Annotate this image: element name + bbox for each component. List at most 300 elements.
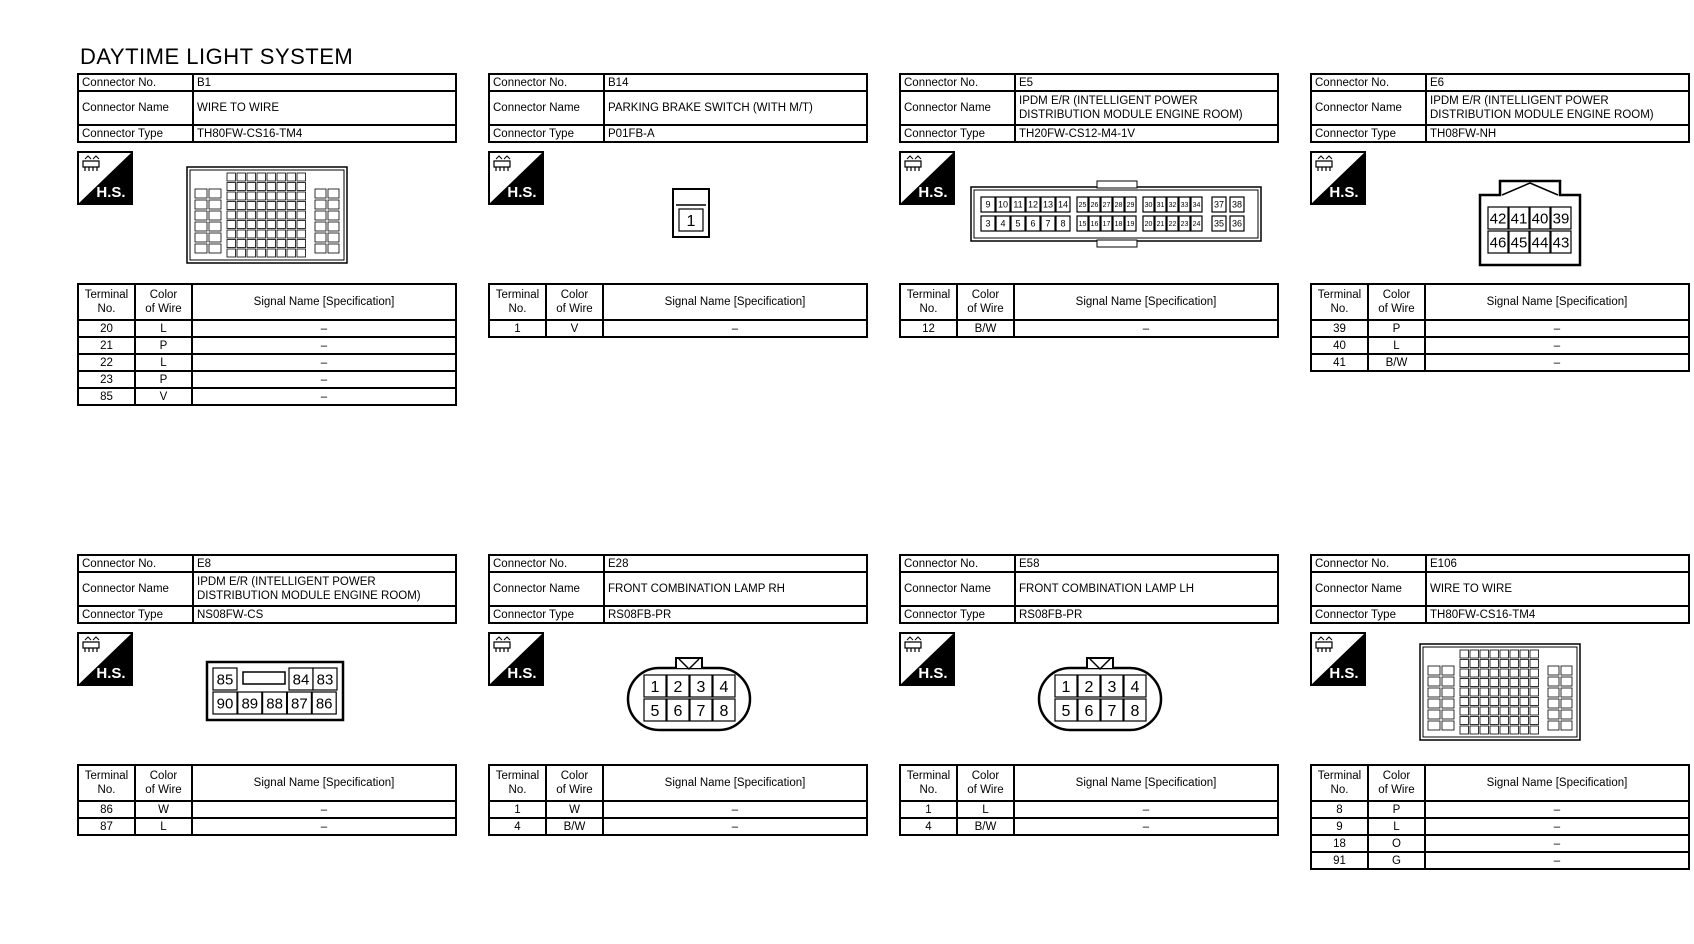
color-of-wire-cell: L (957, 801, 1014, 818)
color-of-wire-cell: L (1368, 337, 1425, 354)
connector-face-diagram (558, 147, 858, 277)
terminal-no-cell: 12 (900, 320, 957, 337)
harness-side-badge (899, 151, 955, 205)
terminal-no-cell: 40 (1311, 337, 1368, 354)
color-of-wire-header: Color of Wire (1368, 765, 1425, 801)
hs-label: H.S. (96, 184, 126, 201)
connector-type-value: RS08FB-PR (604, 606, 867, 623)
svg-text:89: 89 (241, 695, 259, 713)
connector-no-label: Connector No. (900, 555, 1015, 572)
harness-side-icon (1310, 151, 1366, 205)
color-of-wire-cell: L (135, 320, 192, 337)
connector-name-row (78, 91, 456, 125)
terminal-table (77, 283, 457, 406)
signal-name-header: Signal Name [Specification] (192, 284, 456, 320)
pin-83 (313, 668, 337, 690)
connector-panel-b1 (77, 73, 457, 406)
table-row (1311, 337, 1689, 354)
pin-14 (1056, 197, 1070, 212)
signal-name-cell: – (1425, 320, 1689, 337)
signal-name-header: Signal Name [Specification] (1425, 284, 1689, 320)
connector-no-value: B1 (193, 74, 456, 91)
svg-text:20: 20 (1144, 221, 1153, 229)
pin-6 (1078, 699, 1100, 721)
connector-name-label: Connector Name (489, 572, 604, 606)
svg-text:7: 7 (696, 702, 706, 720)
terminal-no-cell: 41 (1311, 354, 1368, 371)
connector-type-row (900, 606, 1278, 623)
connector-no-label: Connector No. (900, 74, 1015, 91)
pin-28 (1113, 197, 1124, 212)
svg-text:15: 15 (1078, 221, 1087, 229)
connector-name-label: Connector Name (78, 91, 193, 125)
connector-type-row (78, 606, 456, 623)
connector-type-value: P01FB-A (604, 125, 867, 142)
connector-no-value: E6 (1426, 74, 1689, 91)
pin-19 (1125, 216, 1136, 231)
svg-text:84: 84 (292, 671, 310, 689)
pin-90 (213, 692, 237, 714)
connector-no-label: Connector No. (1311, 555, 1426, 572)
connector-name-row (78, 572, 456, 606)
terminal-no-cell: 4 (489, 818, 546, 835)
color-of-wire-cell: B/W (546, 818, 603, 835)
table-row (78, 371, 456, 388)
svg-text:34: 34 (1192, 202, 1201, 210)
svg-text:16: 16 (1090, 221, 1099, 229)
pin-22 (1167, 216, 1178, 231)
pin-89 (238, 692, 262, 714)
svg-text:85: 85 (216, 671, 234, 689)
pin-41 (1509, 207, 1529, 229)
terminal-no-header: Terminal No. (489, 284, 546, 320)
connector-name-value: IPDM E/R (INTELLIGENT POWER DISTRIBUTION MODULE ENGINE ROOM) (1015, 91, 1278, 125)
connector-no-row (1311, 74, 1689, 91)
pin-5 (1011, 216, 1025, 231)
svg-text:8: 8 (1060, 218, 1066, 229)
connector-name-row (900, 572, 1278, 606)
connector-name-label: Connector Name (78, 572, 193, 606)
connector-no-label: Connector No. (1311, 74, 1426, 91)
harness-side-icon (899, 632, 955, 686)
svg-text:29: 29 (1126, 202, 1135, 210)
pin-45 (1509, 231, 1529, 253)
pin-1 (1055, 675, 1077, 697)
svg-text:5: 5 (1015, 218, 1021, 229)
terminal-no-header: Terminal No. (900, 765, 957, 801)
terminal-no-cell: 8 (1311, 801, 1368, 818)
pin-2 (667, 675, 689, 697)
connector-info-table (899, 73, 1279, 143)
color-of-wire-cell: G (1368, 852, 1425, 869)
connector-name-label: Connector Name (900, 572, 1015, 606)
connector-info-table (77, 73, 457, 143)
harness-side-icon (1310, 632, 1366, 686)
connector-no-value: E28 (604, 555, 867, 572)
connector-panel-e8 (77, 554, 457, 836)
connector-graphic (1310, 143, 1690, 283)
connector-type-row (900, 125, 1278, 142)
connector-type-label: Connector Type (1311, 125, 1426, 142)
svg-text:2: 2 (1084, 678, 1094, 696)
signal-name-cell: – (192, 801, 456, 818)
svg-text:4: 4 (1130, 678, 1140, 696)
pin-16 (1089, 216, 1100, 231)
signal-name-header: Signal Name [Specification] (1425, 765, 1689, 801)
pin-86 (312, 692, 336, 714)
svg-text:44: 44 (1531, 234, 1549, 252)
connector-no-value: E106 (1426, 555, 1689, 572)
table-row (78, 337, 456, 354)
table-row (900, 320, 1278, 337)
color-of-wire-cell: L (135, 818, 192, 835)
svg-text:21: 21 (1156, 221, 1165, 229)
color-of-wire-cell: W (135, 801, 192, 818)
connector-no-row (900, 555, 1278, 572)
connector-type-value: NS08FW-CS (193, 606, 456, 623)
terminal-no-cell: 21 (78, 337, 135, 354)
terminal-table-header (489, 765, 867, 801)
svg-text:86: 86 (315, 695, 333, 713)
svg-text:18: 18 (1114, 221, 1123, 229)
svg-text:5: 5 (650, 702, 660, 720)
pin-88 (263, 692, 287, 714)
color-of-wire-cell: P (1368, 801, 1425, 818)
terminal-table-header (489, 284, 867, 320)
svg-text:1: 1 (686, 212, 696, 230)
svg-text:28: 28 (1114, 202, 1123, 210)
connector-type-value: TH20FW-CS12-M4-1V (1015, 125, 1278, 142)
svg-text:90: 90 (216, 695, 234, 713)
connector-type-label: Connector Type (489, 125, 604, 142)
terminal-no-cell: 9 (1311, 818, 1368, 835)
svg-text:7: 7 (1045, 218, 1051, 229)
terminal-table (899, 283, 1279, 338)
signal-name-header: Signal Name [Specification] (192, 765, 456, 801)
connector-no-label: Connector No. (489, 74, 604, 91)
terminal-no-cell: 91 (1311, 852, 1368, 869)
signal-name-header: Signal Name [Specification] (1014, 765, 1278, 801)
hs-label: H.S. (96, 665, 126, 682)
connector-name-value: FRONT COMBINATION LAMP RH (604, 572, 867, 606)
color-of-wire-cell: B/W (957, 818, 1014, 835)
svg-text:7: 7 (1107, 702, 1117, 720)
signal-name-header: Signal Name [Specification] (603, 284, 867, 320)
pin-4 (713, 675, 735, 697)
terminal-no-cell: 1 (489, 320, 546, 337)
table-row (1311, 801, 1689, 818)
table-row (78, 388, 456, 405)
harness-side-icon (77, 151, 133, 205)
pin-26 (1089, 197, 1100, 212)
harness-side-badge (1310, 151, 1366, 205)
pin-2 (1078, 675, 1100, 697)
signal-name-cell: – (192, 371, 456, 388)
svg-text:83: 83 (316, 671, 334, 689)
connector-panel-e106 (1310, 554, 1690, 870)
terminal-no-cell: 39 (1311, 320, 1368, 337)
connector-panel-e6 (1310, 73, 1690, 372)
connector-info-table (77, 554, 457, 624)
signal-name-cell: – (192, 337, 456, 354)
connector-face-diagram (147, 628, 447, 758)
pin-27 (1101, 197, 1112, 212)
connector-type-label: Connector Type (900, 125, 1015, 142)
harness-side-badge (488, 151, 544, 205)
svg-text:36: 36 (1231, 218, 1243, 229)
svg-text:12: 12 (1027, 199, 1039, 210)
table-row (1311, 354, 1689, 371)
color-of-wire-header: Color of Wire (957, 284, 1014, 320)
signal-name-cell: – (603, 320, 867, 337)
color-of-wire-header: Color of Wire (546, 284, 603, 320)
pin-36 (1230, 216, 1244, 231)
svg-text:41: 41 (1510, 210, 1528, 228)
svg-text:10: 10 (997, 199, 1009, 210)
pin-35 (1212, 216, 1226, 231)
harness-side-icon (488, 151, 544, 205)
connector-type-label: Connector Type (78, 125, 193, 142)
connector-type-row (1311, 125, 1689, 142)
pin-24 (1191, 216, 1202, 231)
harness-side-badge (1310, 632, 1366, 686)
connector-graphic (77, 143, 457, 283)
pin-87 (287, 692, 311, 714)
svg-text:3: 3 (985, 218, 991, 229)
color-of-wire-cell: P (135, 371, 192, 388)
pin-29 (1125, 197, 1136, 212)
terminal-no-cell: 1 (489, 801, 546, 818)
connector-name-row (489, 91, 867, 125)
color-of-wire-header: Color of Wire (1368, 284, 1425, 320)
harness-side-icon (488, 632, 544, 686)
connector-panel-e5 (899, 73, 1279, 338)
svg-text:6: 6 (1030, 218, 1036, 229)
connector-no-row (78, 74, 456, 91)
connector-no-value: E8 (193, 555, 456, 572)
svg-text:37: 37 (1213, 199, 1225, 210)
connector-info-table (1310, 73, 1690, 143)
color-of-wire-cell: B/W (957, 320, 1014, 337)
connector-no-row (489, 74, 867, 91)
hs-label: H.S. (507, 665, 537, 682)
connector-name-value: IPDM E/R (INTELLIGENT POWER DISTRIBUTION MODULE ENGINE ROOM) (193, 572, 456, 606)
pin-30 (1143, 197, 1154, 212)
terminal-table-header (78, 284, 456, 320)
pin-34 (1191, 197, 1202, 212)
signal-name-cell: – (1425, 852, 1689, 869)
pin-42 (1488, 207, 1508, 229)
terminal-table (1310, 283, 1690, 372)
connector-name-value: WIRE TO WIRE (1426, 572, 1689, 606)
signal-name-cell: – (192, 320, 456, 337)
table-row (900, 801, 1278, 818)
signal-name-cell: – (1014, 320, 1278, 337)
pin-43 (1551, 231, 1571, 253)
terminal-no-header: Terminal No. (78, 765, 135, 801)
connector-name-value: FRONT COMBINATION LAMP LH (1015, 572, 1278, 606)
harness-side-badge (488, 632, 544, 686)
terminal-table-header (900, 765, 1278, 801)
signal-name-cell: – (1425, 337, 1689, 354)
pin-1 (644, 675, 666, 697)
connector-face-diagram (558, 628, 858, 758)
svg-text:24: 24 (1192, 221, 1201, 229)
connector-face-diagram (1380, 147, 1680, 277)
terminal-table (488, 764, 868, 836)
pin-7 (690, 699, 712, 721)
connector-no-row (1311, 555, 1689, 572)
pin-33 (1179, 197, 1190, 212)
pin-25 (1077, 197, 1088, 212)
svg-text:31: 31 (1156, 202, 1165, 210)
terminal-no-header: Terminal No. (78, 284, 135, 320)
pin-20 (1143, 216, 1154, 231)
terminal-no-header: Terminal No. (1311, 765, 1368, 801)
connector-info-table (488, 73, 868, 143)
svg-text:6: 6 (673, 702, 683, 720)
svg-text:45: 45 (1510, 234, 1528, 252)
connector-type-label: Connector Type (489, 606, 604, 623)
terminal-no-cell: 87 (78, 818, 135, 835)
pin-5 (1055, 699, 1077, 721)
pin-15 (1077, 216, 1088, 231)
signal-name-cell: – (1425, 818, 1689, 835)
connector-type-row (489, 606, 867, 623)
signal-name-cell: – (603, 818, 867, 835)
color-of-wire-header: Color of Wire (546, 765, 603, 801)
svg-text:35: 35 (1213, 218, 1225, 229)
color-of-wire-cell: B/W (1368, 354, 1425, 371)
svg-text:3: 3 (1107, 678, 1117, 696)
signal-name-cell: – (1014, 801, 1278, 818)
pin-17 (1101, 216, 1112, 231)
pin-3 (981, 216, 995, 231)
terminal-no-cell: 1 (900, 801, 957, 818)
pin-84 (289, 668, 313, 690)
connector-panel-b14 (488, 73, 868, 338)
svg-text:14: 14 (1057, 199, 1069, 210)
color-of-wire-header: Color of Wire (957, 765, 1014, 801)
svg-text:1: 1 (650, 678, 660, 696)
table-row (1311, 835, 1689, 852)
connector-face-diagram (1380, 628, 1680, 758)
connector-name-row (1311, 572, 1689, 606)
connector-no-row (78, 555, 456, 572)
terminal-no-cell: 22 (78, 354, 135, 371)
table-row (489, 801, 867, 818)
terminal-table-header (1311, 765, 1689, 801)
signal-name-header: Signal Name [Specification] (1014, 284, 1278, 320)
connector-type-label: Connector Type (1311, 606, 1426, 623)
color-of-wire-cell: V (546, 320, 603, 337)
hs-label: H.S. (918, 184, 948, 201)
svg-text:4: 4 (1000, 218, 1006, 229)
harness-side-icon (77, 632, 133, 686)
svg-text:22: 22 (1168, 221, 1177, 229)
svg-text:2: 2 (673, 678, 683, 696)
pin-21 (1155, 216, 1166, 231)
svg-text:17: 17 (1102, 221, 1111, 229)
signal-name-cell: – (1425, 835, 1689, 852)
svg-text:43: 43 (1552, 234, 1570, 252)
signal-name-cell: – (192, 388, 456, 405)
connector-no-row (489, 555, 867, 572)
signal-name-cell: – (1425, 354, 1689, 371)
table-row (1311, 852, 1689, 869)
pin-7 (1101, 699, 1123, 721)
connector-info-table (899, 554, 1279, 624)
pin-11 (1011, 197, 1025, 212)
signal-name-cell: – (1014, 818, 1278, 835)
svg-text:42: 42 (1489, 210, 1507, 228)
table-row (1311, 818, 1689, 835)
connector-name-label: Connector Name (1311, 572, 1426, 606)
harness-side-badge (899, 632, 955, 686)
table-row (1311, 320, 1689, 337)
connector-name-label: Connector Name (900, 91, 1015, 125)
harness-side-badge (77, 632, 133, 686)
svg-text:27: 27 (1102, 202, 1111, 210)
table-row (78, 354, 456, 371)
color-of-wire-header: Color of Wire (135, 284, 192, 320)
pin-1 (679, 209, 703, 231)
svg-text:8: 8 (719, 702, 729, 720)
terminal-no-cell: 4 (900, 818, 957, 835)
color-of-wire-cell: P (135, 337, 192, 354)
terminal-table-header (1311, 284, 1689, 320)
terminal-no-cell: 85 (78, 388, 135, 405)
svg-text:11: 11 (1013, 199, 1023, 210)
pin-39 (1551, 207, 1571, 229)
svg-text:32: 32 (1168, 202, 1177, 210)
pin-8 (1056, 216, 1070, 231)
terminal-no-cell: 20 (78, 320, 135, 337)
signal-name-cell: – (192, 818, 456, 835)
svg-text:19: 19 (1126, 221, 1135, 229)
color-of-wire-header: Color of Wire (135, 765, 192, 801)
hs-label: H.S. (918, 665, 948, 682)
terminal-no-header: Terminal No. (900, 284, 957, 320)
terminal-table-header (78, 765, 456, 801)
pin-3 (1101, 675, 1123, 697)
color-of-wire-cell: V (135, 388, 192, 405)
harness-side-icon (899, 151, 955, 205)
connector-face-diagram (147, 147, 447, 277)
pin-31 (1155, 197, 1166, 212)
connector-graphic (488, 143, 868, 283)
connector-panel-e28 (488, 554, 868, 836)
color-of-wire-cell: L (1368, 818, 1425, 835)
hs-label: H.S. (1329, 184, 1359, 201)
connector-name-value: PARKING BRAKE SWITCH (WITH M/T) (604, 91, 867, 125)
svg-text:30: 30 (1144, 202, 1153, 210)
connector-graphic (899, 624, 1279, 764)
svg-text:3: 3 (696, 678, 706, 696)
svg-text:39: 39 (1552, 210, 1570, 228)
svg-text:6: 6 (1084, 702, 1094, 720)
pin-12 (1026, 197, 1040, 212)
pin-13 (1041, 197, 1055, 212)
connector-graphic (899, 143, 1279, 283)
connector-type-label: Connector Type (78, 606, 193, 623)
terminal-no-cell: 86 (78, 801, 135, 818)
connector-no-label: Connector No. (489, 555, 604, 572)
color-of-wire-cell: L (135, 354, 192, 371)
svg-text:1: 1 (1061, 678, 1071, 696)
connector-face-diagram (969, 147, 1269, 277)
svg-text:33: 33 (1180, 202, 1189, 210)
